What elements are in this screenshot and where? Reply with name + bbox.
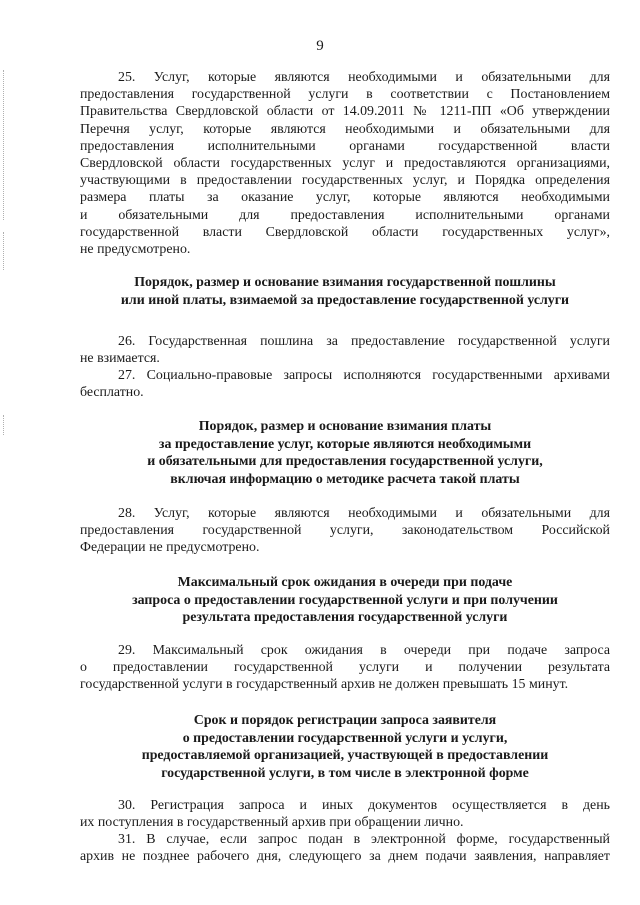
- section-heading-state-fee: [70, 274, 620, 309]
- heading-line: Срок и порядок регистрации запроса заявителя: [193, 713, 497, 728]
- text-line: государственной власти Свердловской области государственных услуг»,: [80, 224, 610, 240]
- scan-margin-mark: [3, 415, 8, 435]
- paragraph-30: [80, 797, 610, 831]
- text-line: бесплатно.: [80, 385, 144, 401]
- text-line: 25. Услуг, которые являются необходимыми и обязательными для: [118, 70, 610, 85]
- text-line: государственной услуги в государственный архив не должен превышать 15 минут.: [80, 677, 569, 693]
- text-line: их поступления в государственный архив при обращении лично.: [80, 815, 464, 831]
- heading-line: Максимальный срок ожидания в очереди при подаче: [177, 575, 513, 590]
- text-line: Правительства Свердловской области от 14.09.2011 № 1211-ПП «Об утверждении: [80, 104, 610, 120]
- text-line: Федерации не предусмотрено.: [80, 540, 260, 556]
- section-heading-queue-time: [70, 574, 620, 627]
- heading-line: Порядок, размер и основание взимания государственной пошлины: [134, 275, 556, 290]
- paragraph-31: [80, 831, 610, 865]
- heading-line: государственной услуги, в том числе в электронной форме: [161, 765, 529, 781]
- text-line: 31. В случае, если запрос подан в электронной форме, государственный: [118, 832, 610, 847]
- heading-line: за предоставление услуг, которые являются необходимыми: [158, 436, 532, 452]
- text-line: 26. Государственная пошлина за предоставление государственной услуги: [118, 334, 610, 349]
- text-line: участвующими в предоставлении государственных услуг, и Порядка определения: [80, 173, 610, 189]
- section-heading-payment-for-services: [70, 418, 620, 488]
- text-line: предоставления государственной услуги, законодательством Российской: [80, 523, 610, 539]
- text-line: 29. Максимальный срок ожидания в очереди при подаче запроса: [118, 643, 610, 658]
- text-line: 27. Социально-правовые запросы исполняются государственными архивами: [118, 368, 610, 383]
- heading-line: предоставляемой организацией, участвующей в предоставлении: [141, 748, 549, 764]
- heading-line: результата предоставления государственной услуги: [182, 610, 508, 626]
- paragraph-27: [80, 367, 610, 401]
- paragraph-25: [80, 69, 610, 258]
- paragraph-28: [80, 505, 610, 557]
- text-line: не взимается.: [80, 351, 160, 367]
- text-line: и обязательными для предоставления исполнительными органами: [80, 207, 610, 223]
- text-line: 28. Услуг, которые являются необходимыми и обязательными для: [118, 506, 610, 521]
- heading-line: или иной платы, взимаемой за предоставление государственной услуги: [120, 292, 570, 308]
- text-line: размера платы за оказание услуг, которые являются необходимыми: [80, 190, 610, 206]
- text-line: Свердловской области государственных услуг и предоставляются организациями,: [80, 156, 610, 172]
- paragraph-26: [80, 333, 610, 367]
- text-line: Перечня услуг, которые являются необходимыми и обязательными для: [80, 121, 610, 137]
- scan-margin-mark: [3, 70, 8, 220]
- text-line: предоставления исполнительными органами государственной власти: [80, 138, 610, 154]
- heading-line: включая информацию о методике расчета такой платы: [170, 471, 520, 487]
- heading-line: Порядок, размер и основание взимания платы: [198, 419, 492, 434]
- text-line: предоставления государственной услуги в соответствии с Постановлением: [80, 87, 610, 103]
- heading-line: запроса о предоставлении государственной услуги и при получении: [132, 592, 558, 608]
- text-line: архив не позднее рабочего дня, следующего за днем подачи заявления, направляет: [80, 849, 610, 865]
- scan-margin-mark: [3, 232, 8, 270]
- paragraph-29: [80, 642, 610, 694]
- page-number: 9: [316, 38, 324, 54]
- heading-line: о предоставлении государственной услуги и услуги,: [182, 730, 508, 746]
- section-heading-request-registration: [70, 712, 620, 782]
- text-line: не предусмотрено.: [80, 242, 191, 258]
- heading-line: и обязательными для предоставления государственной услуги,: [147, 454, 543, 470]
- text-line: 30. Регистрация запроса и иных документов осуществляется в день: [118, 798, 610, 813]
- text-line: о предоставлении государственной услуги и получении результата: [80, 660, 610, 676]
